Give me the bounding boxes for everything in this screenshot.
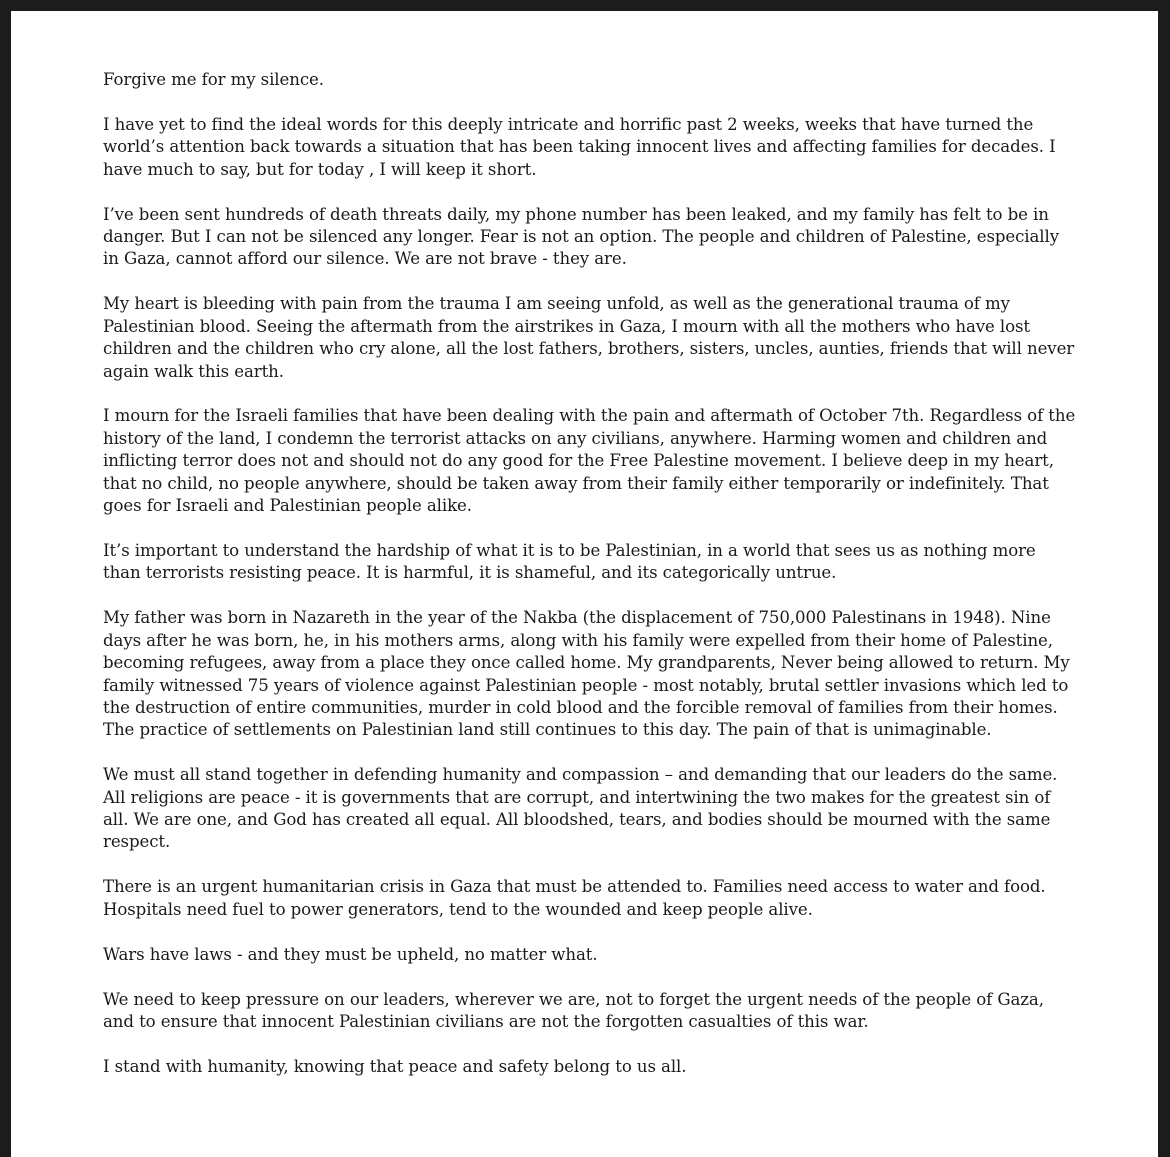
paragraph-stand-together: We must all stand together in defending humanity and compassion – and demanding that our leaders do the same. All religions are peace - it is governments that are corrupt, and intertwining the two makes for the greatest sin of all. We are one, and God has created all equal. All bloodshed, tears, and bodies should be mourned with the same respect. — [103, 765, 1058, 852]
paragraph-death-threats: I’ve been sent hundreds of death threats daily, my phone number has been leaked, and my family has felt to be in danger. But I can not be silenced any longer. Fear is not an option. The people and children of Palestine, especially in Gaza, cannot afford our silence. We are not brave - they are. — [103, 204, 1059, 269]
paragraph-israeli-families: I mourn for the Israeli families that have been dealing with the pain and aftermath of October 7th. Regardless of the history of the land, I condemn the terrorist attacks on any civilians, anywhere. Harming women and children and inflicting terror does not and should not do any good for the Free Palestine movement. I believe deep in my heart, that no child, no people anywhere, should be taken away from their family either temporarily or indefinitely. That goes for Israeli and Palestinian people alike. — [103, 406, 1076, 516]
paragraph-opening: Forgive me for my silence. — [103, 70, 324, 89]
paragraph-hardship: It’s important to understand the hardship of what it is to be Palestinian, in a world that sees us as nothing more than terrorists resisting peace. It is harmful, it is shameful, and its categorically untrue. — [103, 541, 1036, 583]
paragraph-keep-pressure: We need to keep pressure on our leaders, wherever we are, not to forget the urgent needs of the people of Gaza, and to ensure that innocent Palestinian civilians are not the forgotten casualties of this war. — [103, 989, 1044, 1031]
paragraph-heart-bleeding: My heart is bleeding with pain from the trauma I am seeing unfold, as well as the generational trauma of my Palestinian blood. Seeing the aftermath from the airstrikes in Gaza, I mourn with all the mothers who have lost children and the children who cry alone, all the lost fathers, brothers, sisters, uncles, aunties, friends that will never again walk this earth. — [103, 294, 1075, 381]
paragraph-wars-have-laws: Wars have laws - and they must be upheld, no matter what. — [103, 944, 598, 964]
paragraph-ideal-words: I have yet to find the ideal words for this deeply intricate and horrific past 2 weeks, weeks that have turned the world’s attention back towards a situation that has been taking innocent lives and affecting families for decades. I have much to say, but for today , I will keep it short. — [103, 114, 1056, 179]
paragraph-humanitarian-crisis: There is an urgent humanitarian crisis in Gaza that must be attended to. Families need access to water and food. Hospitals need fuel to power generators, tend to the wounded and keep people alive. — [103, 877, 1046, 919]
paragraph-father-nakba: My father was born in Nazareth in the year of the Nakba (the displacement of 750,000 Palestinans in 1948). Nine days after he was born, he, in his mothers arms, along with his family were expelled from their home of Palestine, becoming refugees, away from a place they once called home. My grandparents, Never being allowed to return. My family witnessed 75 years of violence against Palestinian people - most notably, brutal settler invasions which led to the destruction of entire communities, murder in cold blood and the forcible removal of families from their homes. The practice of settlements on Palestinian land still continues to this day. The pain of that is unimaginable. — [103, 608, 1070, 740]
letter-page — [11, 11, 1158, 1157]
paragraph-closing: I stand with humanity, knowing that peace and safety belong to us all. — [103, 1056, 687, 1076]
